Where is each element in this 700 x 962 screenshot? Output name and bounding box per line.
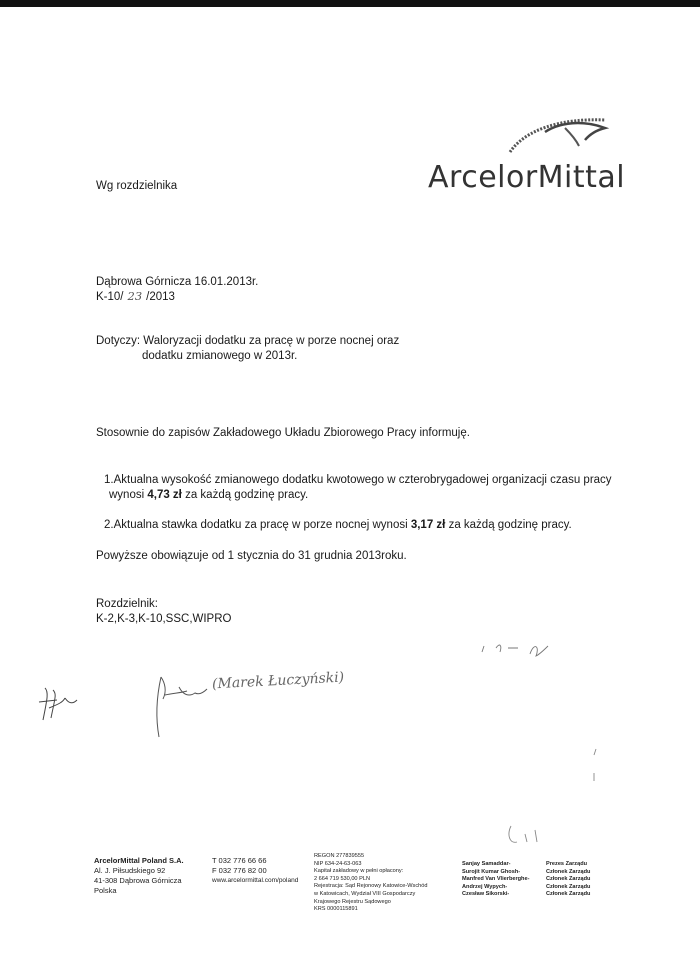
footer-capital: 2 664 719 530,00 PLN bbox=[314, 875, 370, 882]
subject-line-2: dodatku zmianowego w 2013r. bbox=[142, 350, 298, 362]
signature-name-note: (Marek Łuczyński) bbox=[211, 669, 345, 693]
footer-board-roles bbox=[546, 861, 590, 899]
board-name: Surojit Kumar Ghosh- bbox=[462, 868, 521, 875]
subject-label: Dotyczy: bbox=[96, 335, 141, 347]
footer-contact bbox=[212, 856, 298, 886]
item-1-pre: wynosi bbox=[109, 489, 148, 501]
reference-number bbox=[96, 289, 175, 304]
board-role: Członek Zarządu bbox=[546, 868, 591, 875]
place-date: Dąbrowa Górnicza 16.01.2013r. bbox=[96, 276, 259, 288]
subject-text-1: Waloryzacji dodatku za pracę w porze nocnej oraz bbox=[143, 335, 400, 347]
footer-company bbox=[94, 856, 184, 896]
board-role: Członek Zarządu bbox=[546, 876, 591, 883]
board-name: Manfred Van Vlierberghe- bbox=[462, 876, 530, 883]
footer-fax: F 032 776 82 00 bbox=[212, 866, 267, 875]
footer-krs: KRS 0000115891 bbox=[314, 906, 358, 913]
board-role: Prezes Zarządu bbox=[546, 861, 588, 867]
board-role: Członek Zarządu bbox=[546, 891, 591, 898]
board-role: Członek Zarządu bbox=[546, 883, 591, 890]
footer-nip: NIP 634-24-63-063 bbox=[314, 860, 362, 867]
item-2-post: za każdą godzinę pracy. bbox=[445, 519, 572, 531]
footer-regon: REGON 277839555 bbox=[314, 853, 365, 859]
footer-company-country: Polska bbox=[94, 886, 117, 895]
footer-company-city: 41-308 Dąbrowa Górnicza bbox=[94, 876, 182, 885]
footer-capital-label: Kapitał zakładowy w pełni opłacony: bbox=[314, 868, 404, 875]
board-name: Andrzej Wypych- bbox=[462, 883, 508, 890]
arcelormittal-swoosh-icon bbox=[505, 110, 615, 155]
ref-handwritten: 23 bbox=[127, 289, 143, 303]
margin-mark bbox=[505, 820, 555, 850]
item-2-pre: 2.Aktualna stawka dodatku za pracę w porze nocnej wynosi bbox=[104, 519, 411, 531]
footer-company-street: Al. J. Piłsudskiego 92 bbox=[94, 866, 166, 875]
item-2 bbox=[104, 518, 572, 532]
board-name: Czesław Sikorski- bbox=[462, 891, 510, 898]
item-1-amount: 4,73 zł bbox=[147, 489, 182, 501]
footer-web: www.arcelormittal.com/poland bbox=[212, 877, 299, 884]
subject-line-1 bbox=[96, 334, 399, 348]
item-1-line-1: 1.Aktualna wysokość zmianowego dodatku kwotowego w czterobrygadowej organizacji czasu pracy bbox=[104, 474, 612, 486]
footer-registry bbox=[314, 853, 427, 914]
margin-scribble bbox=[478, 632, 558, 664]
item-2-amount: 3,17 zł bbox=[410, 519, 446, 531]
recipient-line: Wg rozdzielnika bbox=[96, 180, 178, 192]
footer-phone: T 032 776 66 66 bbox=[212, 856, 267, 865]
footer-court-2: w Katowicach, Wydział VIII Gospodarczy bbox=[314, 890, 416, 897]
board-name: Sanjay Samaddar- bbox=[462, 861, 511, 867]
distribution-list: K-2,K-3,K-10,SSC,WIPRO bbox=[96, 613, 232, 625]
company-logo: ArcelorMittal bbox=[428, 160, 626, 195]
footer-court-1: Rejestracja: Sąd Rejonowy Katowice-Wschód bbox=[314, 883, 428, 890]
footer-board-names bbox=[462, 861, 529, 899]
footer-court-3: Krajowego Rejestru Sądowego bbox=[314, 898, 391, 905]
margin-tick bbox=[590, 745, 602, 785]
footer-company-name: ArcelorMittal Poland S.A. bbox=[94, 856, 184, 865]
distribution-label: Rozdzielnik: bbox=[96, 598, 158, 610]
item-1-line-2 bbox=[109, 488, 308, 502]
item-1-post: za każdą godzinę pracy. bbox=[181, 489, 309, 501]
initials-signature bbox=[35, 680, 85, 730]
validity-note: Powyższe obowiązuje od 1 stycznia do 31 grudnia 2013roku. bbox=[96, 550, 407, 562]
ref-suffix: /2013 bbox=[146, 291, 175, 303]
scan-top-edge bbox=[0, 0, 700, 7]
ref-prefix: K-10/ bbox=[96, 291, 124, 303]
intro-paragraph: Stosownie do zapisów Zakładowego Układu Zbiorowego Pracy informuję. bbox=[96, 427, 470, 439]
